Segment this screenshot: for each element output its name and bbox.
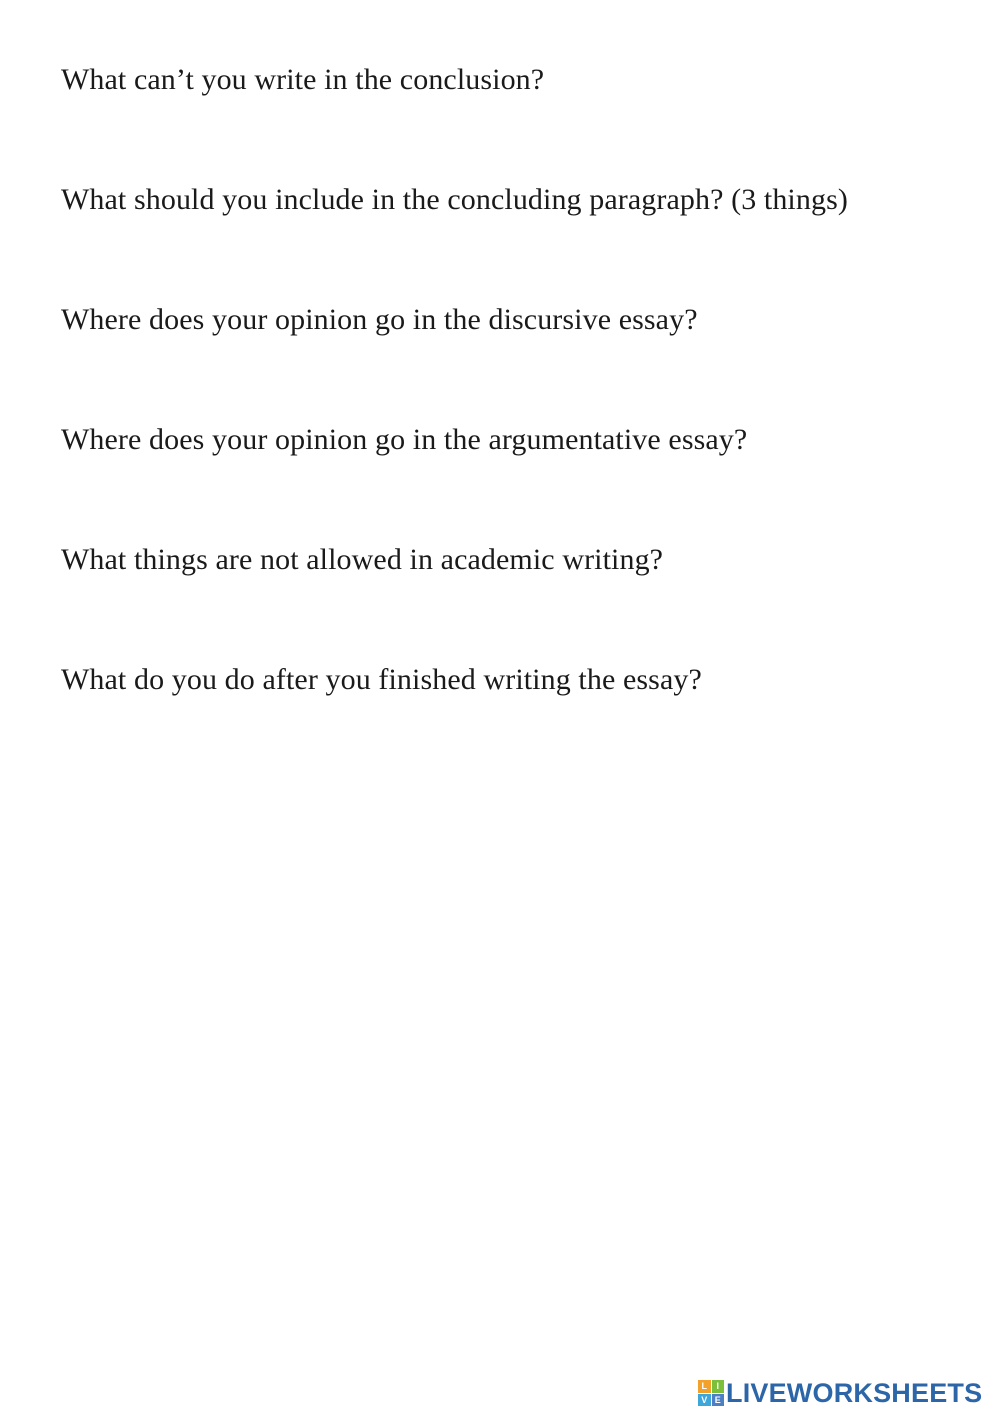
brand-name: LIVEWORKSHEETS xyxy=(726,1377,983,1408)
question-3: Where does your opinion go in the discursive essay? xyxy=(61,303,698,336)
logo-letter-e: E xyxy=(712,1394,725,1407)
question-1: What can’t you write in the conclusion? xyxy=(61,63,545,96)
question-5: What things are not allowed in academic writing? xyxy=(61,543,664,576)
question-2: What should you include in the concluding paragraph? (3 things) xyxy=(61,183,848,216)
logo-letter-v: V xyxy=(698,1394,711,1407)
question-6: What do you do after you finished writing the essay? xyxy=(61,663,702,696)
liveworksheets-logo-icon xyxy=(698,1380,724,1406)
logo-letter-l: L xyxy=(698,1380,711,1393)
question-4: Where does your opinion go in the argumentative essay? xyxy=(61,423,748,456)
liveworksheets-brand xyxy=(698,1378,982,1408)
logo-letter-i: I xyxy=(712,1380,725,1393)
